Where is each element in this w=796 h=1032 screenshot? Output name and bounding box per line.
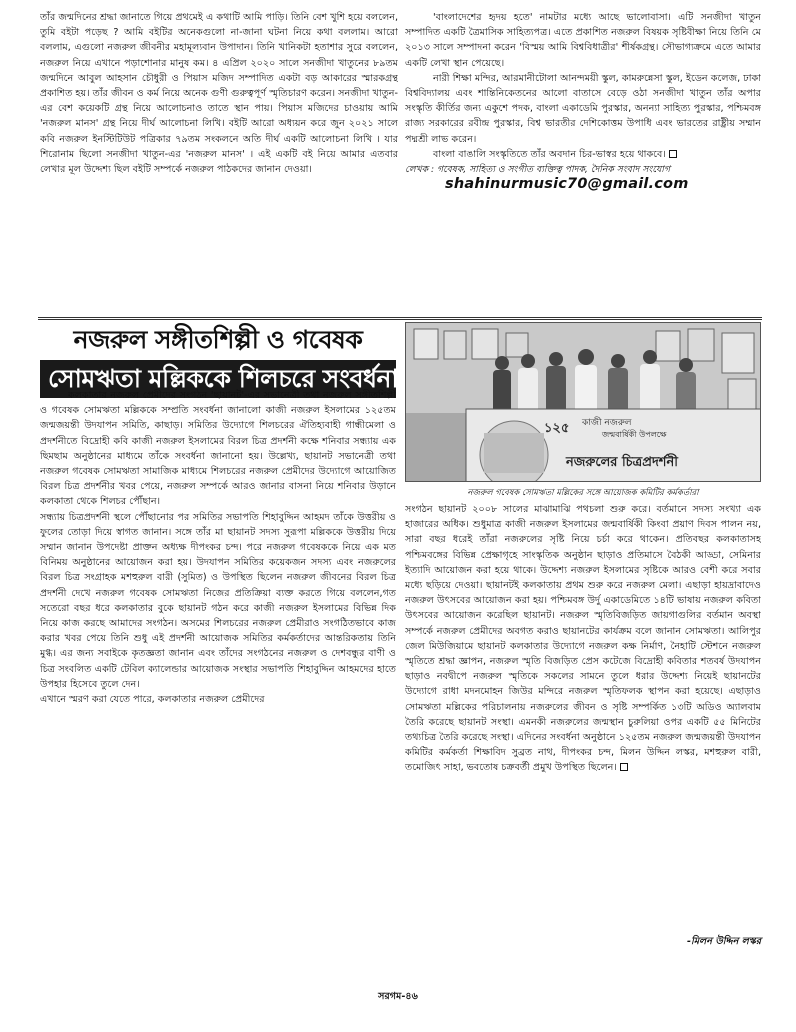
end-mark-icon (620, 763, 628, 771)
photo-caption: নজরুল গবেষক সোমঋতা মল্লিকের সঙ্গে আয়োজক কমিটির কর্মকর্তারা (467, 487, 699, 497)
end-mark-icon (669, 150, 677, 158)
headline-line-2: সোমঋতা মল্লিককে শিলচরে সংবর্ধনা (40, 360, 396, 398)
article-paragraph-4-text: সংগঠন ছায়ানট ২০০৮ সালের মাঝামাঝি পথচলা শুরু করে। বর্তমানে সদস্য সংখ্যা এক হাজারের অধিক। শুধুমাত্র কাজী নজরুল ইসলামের জন্মবার্ষিকী কিংবা প্রয়াণ দিবস পালন নয়, সারা বছর ধরেই তাঁরা নজরুলের সৃষ্টি নিয়ে চর্চা করে থাকেন। প্রতিবছর কলকাতাসহ পশ্চিমবঙ্গের বিভিন্ন প্রেক্ষাগৃহে সাংস্কৃতিক অনুষ্ঠান ছাড়াও প্রতিমাসে বৈঠকী আড্ডা, সেমিনার ইত্যাদি আয়োজন করা হয়ে থাকে। উদ্দেশ্য নজরুল ইসলামের সৃষ্টিকে আরও বেশী করে সবার মধ্যে ছড়িয়ে দেওয়া। ছায়ানটই কলকাতায় প্রথম শুরু করে নজরুল মেলা। এছাড়া হায়দ্রাবাদেও নজরুল উৎসবের আয়োজন করা হয়। পশ্চিমবঙ্গ উর্দু একাডেমিতে ১৪টি ভাষায় নজরুল কবিতা উৎসবের আয়োজন করেছিল ছায়ানট। নজরুল স্মৃতিবিজড়িত জায়গাগুলির বর্তমান অবস্থা সম্পর্কে নজরুল প্রেমীদের অবগত করাও ছায়ানটের কার্যক্রম বলে জানান সোমঋতা। আলিপুর জেল মিউজিয়ামে ছায়ানট কলকাতার উদ্যোগে নজরুল কক্ষ নির্মাণ, নৈহাটি স্টেশনে নজরুল স্মৃতিতে শ্রদ্ধা জ্ঞাপন, নজরুল স্মৃতি বিজড়িত প্রেস কটেজে বিদ্রোহী কবিতার শতবর্ষ উদযাপন ছাড়াও নবদ্বীপে নজরুল স্মৃতিকে সকলের সামনে তুলে ধরার উদ্দেশ্য নিয়েই ছায়ানটের উদ্যোগে রাধা মদনমোহন জিউর মন্দিরে নজরুল স্মৃতিফলক স্থাপন করা হয়েছে। এছাড়াও সোমঋতা মল্লিকের পরিচালনায় নজরুলের জীবন ও সৃষ্টি সম্পর্কিত ১৩টি অডিও অ্যালবাম তৈরি করেছে ছায়ানট সংস্থা। এমনকী নজরুলের জন্মস্থান চুরুলিয়া ওপর একটি ৫৫ মিনিটের তথ্যচিত্র তৈরি করেছে সংস্থা। এদিনের সংবর্ধনা অনুষ্ঠানে ১২৫তম নজরুল জন্মজয়ন্তী উদযাপন কমিটির কর্মকর্তা শিক্ষাবিদ সুব্রত নাথ, দীপংকর চন্দ, মিলন উদ্দিন লস্কর, মশহুরুল বারী, তমোজিৎ সাহা, ভবতোষ চক্রবর্তী প্রমুখ উপস্থিত ছিলেন। (405, 504, 761, 774)
banner-subtitle: জন্মবার্ষিকী উপলক্ষে (602, 430, 667, 439)
banner-line: কাজী নজরুল (582, 418, 632, 428)
event-photo (405, 322, 761, 482)
section-divider-double (38, 319, 762, 320)
author-email[interactable]: shahinurmusic70@gmail.com (445, 176, 689, 193)
article-paragraph-1: কলকাতার নজরুল প্রেমীদের সংগঠন 'ছায়ানট'-এর সভানেত্রী তথা নজরুল সঙ্গীতশিল্পী ও গবেষক সোমঋতা মল্লিককে সম্প্রতি সংবর্ধনা জানালো কাজী নজরুল ইসলামের ১২৫তম জন্মজয়ন্তী উদযাপন সমিতি, কাছাড়। সমিতির উদ্যোগে শিলচরের ঐতিহ্যবাহী গান্ধীমেলা ও প্রদর্শনীতে বিদ্রোহী কবি কাজী নজরুল ইসলামের বিরল চিত্র প্রদর্শনী কক্ষে শনিবার সন্ধ্যায় এক ছিমছাম অনুষ্ঠানের মাধ্যমে তাঁকে সংবর্ধনা জানানো হয়। উল্লেখ্য, ছায়ানট সভানেত্রী তথা নজরুল গবেষক সোমঋতা সামাজিক মাধ্যমে শিলচরের নজরুল প্রেমীদের উদ্যোগে আয়োজিত বিরল চিত্র প্রদর্শনীর খবর পেয়ে, নজরুল সম্পর্কে আরও জানার বাসনা নিয়ে শনিবার উড়ানে কলকাতা থেকে শিলচর পৌঁছান। (40, 390, 396, 508)
bottom-left-column (40, 388, 396, 954)
banner-year: ১২৫ (544, 421, 570, 436)
article-paragraph-2: সন্ধ্যায় চিত্রপ্রদর্শনী স্থলে পৌঁছানোর পর সমিতির সভাপতি শিহাবুদ্দিন আহমদ তাঁকে উত্তরীয় ও ফুলের তোড়া দিয়ে স্বাগত জানান। সঙ্গে তাঁর মা ছায়ানট সদস্য সুরূপা মল্লিককে উত্তরীয় দিয়ে সম্মান জানান উপদেষ্টা প্রাক্তন অধ্যক্ষ দীপংকর চন্দ। পরে নজরুল গবেষককে নিয়ে এক মত বিনিময় অনুষ্ঠানের আয়োজন করা হয়। উদযাপন সমিতির কয়েকজন সদস্য এবং নজরুলের বিরল চিত্র সংগ্রাহক মশহুরুল বারী (সুমিত) ও উপস্থিত ছিলেন নজরুল জীবনের বিরল চিত্র প্রদর্শনী দেখে নজরুল গবেষক সোমঋতা নিজের প্রতিক্রিয়া ব্যক্ত করতে গিয়ে বললেন,গত সতেরো বছর ধরে কলকাতার বুকে ছায়ানট গঠন করে কাজী নজরুল ইসলামের বিভিন্ন দিক নিয়ে কাজ করছে আমাদের সংগঠন। অসমের শিলচরের নজরুল প্রেমীরাও সংগঠিতভাবে কাজ করার খবর পেয়ে তিনি শুধু এই প্রদর্শনী আয়োজক সমিতির কর্মকর্তাদের আন্তরিকতায় তিনি মুগ্ধ। এর জন্য সবাইকে কৃতজ্ঞতা জানান এবং তাঁদের সংগঠনের নজরুল ও দেশবন্ধুর বাণী ও চিত্র সংবলিত একটি টেবিল ক্যালেন্ডার আয়োজক সংস্থার সভাপতি শিহাবুদ্দিন আহমদের হাতে উপহার হিসেবে তুলে দেন। (40, 511, 396, 690)
bottom-right-column (405, 502, 761, 934)
closing-text: বাংলা বাঙালি সংস্কৃতিতে তাঁর অবদান চির-ভাস্বর হয়ে থাকবে। (433, 148, 666, 160)
top-right-paragraph-3 (405, 147, 761, 162)
top-right-column (405, 10, 761, 315)
headline-line-1: নজরুল সঙ্গীতশিল্পী ও গবেষক (73, 325, 363, 354)
article-signature: -মিলন উদ্দিন লস্কর (687, 936, 761, 947)
article-paragraph-3: এখানে স্মরণ করা যেতে পারে, কলকাতার নজরুল প্রেমীদের (40, 694, 265, 706)
article-paragraph-4 (405, 502, 761, 776)
author-byline: লেখক : গবেষক, সাহিত্য ও সংগীত ব্যক্তিত্ব পাদক, দৈনিক সংবাদ সংযোগ (405, 164, 670, 176)
top-left-paragraph: তাঁর জন্মদিনের শ্রদ্ধা জানাতে গিয়ে প্রথমেই এ কথাটি আমি পাড়ি। তিনি বেশ খুশি হয়ে বললেন, তুমি বইটা পড়েছ ? আমি বইটির অনেকগুলো না-জানা ঘটনা নিয়ে কথা বললাম। আরো বললাম, এগুলো নজরুল জীবনীর মহামূল্যবান উপাদান। তিনি খানিকটা হতাশার সুরে বললেন, নজরুল নিয়ে এখানে পড়াশোনার মানুষ কম। ৪ এপ্রিল ২০২০ সালে সনজীদা খাতুনের ৮৯তম জন্মদিনে আবুল আহসান চৌধুরী ও পিয়াস মজিদ সম্পাদিত একটা বড় আকারের স্মারকগ্রন্থ প্রকাশিত হয়। তাঁর জীবন ও কর্ম নিয়ে অনেক গুণী গুরুত্বপূর্ণ স্মৃতিচারণ করেন। সনজীদা খাতুন-এর বেশ কয়েকটি গ্রন্থ নিয়ে আলোচনাও তাতে স্থান পায়। পিয়াস মজিদের চাওয়ায় আমি 'নজরুল মানস' গ্রন্থ নিয়ে দীর্ঘ আলোচনা লিখি। বইটি আরো অধ্যয়ন করে জুন ২০২১ সালে কবি নজরুল ইনস্টিটিউট পত্রিকার ৭৯তম সংকলনে অতি দীর্ঘ একটি আলোচনা লিখি । যার শিরোনাম ছিলো সনজীদা খাতুন-এর 'নজরুল মানস' । এই একটি বই নিয়ে আমার এতবার লেখার মূল উদ্দেশ্য ছিল বইটি সম্পর্কে নজরুল পাঠকদের জানান দেওয়া। (40, 12, 398, 176)
top-right-paragraph-2: নারী শিক্ষা মন্দির, আরমানীটোলা আনন্দময়ী স্কুল, কামরুন্নেসা স্কুল, ইডেন কলেজ, ঢাকা বিশ্ববিদ্যালয় এবং শান্তিনিকেতনের আলো বাতাসে বেড়ে ওঠা সনজীদা খাতুন তাঁর অপার সংস্কৃতি কীর্তির জন্য একুশে পদক, বাংলা একাডেমি পুরস্কার, অনন্যা সাহিত্য পুরস্কার, পশ্চিমবঙ্গ রাজ্য সরকারের রবীন্দ্র পুরস্কার, বিশ্ব ভারতীর দেশিকোত্তম উপাধি এবং ভারতের রাষ্ট্রীয় সম্মান পদ্মশ্রী লাভ করেন। (405, 72, 761, 145)
page-number: সরগম-৪৬ (378, 991, 418, 1002)
article-headline (40, 322, 399, 398)
banner-title: নজরুলের চিত্রপ্রদর্শনী (566, 455, 678, 470)
section-divider (38, 317, 762, 318)
top-left-column (40, 10, 398, 318)
top-right-paragraph-1: 'বাংলাদেশের হৃদয় হতে' নামটার মধ্যে আছে ভালোবাসা। এটি সনজীদা খাতুন সম্পাদিত একটি ত্রৈমাসিক সাহিত্যপত্র। এতে প্রকাশিত নজরুল বিষয়ক সৃষ্টিবীক্ষা নিয়ে তিনি মে ২০১৩ সালে সম্পাদনা করেন 'বিস্ময় আমি বিশ্ববিধাত্রীর' শীর্ষকগ্রন্থ। সৌভাগ্যক্রমে এতে আমার একটি লেখা স্থান পেয়েছে। (405, 12, 761, 69)
